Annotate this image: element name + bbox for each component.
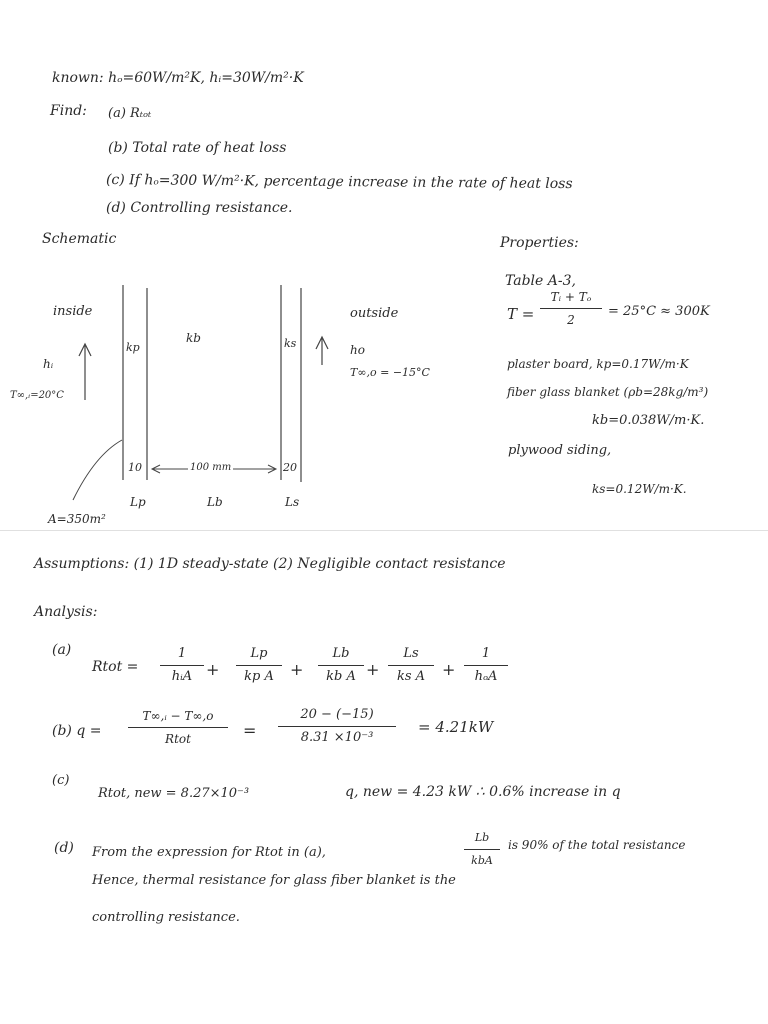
label-area: A=350m² — [48, 512, 106, 526]
rtot-term-4: Ls ks A — [388, 645, 434, 686]
plus-4: + — [442, 660, 456, 679]
t-fraction-numerator: Tᵢ + Tₒ — [550, 290, 592, 304]
assumptions: Assumptions: (1) 1D steady-state (2) Negligible contact resistance — [34, 556, 506, 572]
analysis-c-label: (c) — [52, 773, 70, 788]
properties-fiber: fiber glass blanket (ρb=28kg/m³) — [507, 385, 709, 399]
t-fraction-denominator: 2 — [567, 313, 575, 327]
label-lp: Lp — [130, 495, 146, 509]
q-new: q, new = 4.23 kW ∴ 0.6% increase in q — [345, 784, 621, 800]
properties-t-fraction — [540, 288, 602, 329]
properties-tbar: T = — [507, 305, 535, 323]
q-equals-1: = — [243, 721, 257, 740]
rtot-term-2: Lp kp A — [236, 645, 282, 686]
label-inside: inside — [53, 304, 93, 319]
analysis-d-label: (d) — [54, 840, 74, 856]
rtot-term-5: 1 hₒA — [464, 645, 508, 686]
dim-siding: 20 — [283, 461, 297, 474]
label-hi: hᵢ — [43, 357, 54, 371]
analysis-a-label: (a) — [52, 642, 72, 658]
find-item-c: (c) If hₒ=300 W/m²·K, percentage increase in the rate of heat loss — [105, 172, 573, 193]
d-line-2: Hence, thermal resistance for glass fiber blanket is the — [92, 873, 456, 888]
q-result: = 4.21kW — [418, 718, 494, 736]
properties-ks: ks=0.12W/m·K. — [592, 482, 687, 496]
schematic-title: Schematic — [42, 231, 117, 247]
dim-blanket: 100 mm — [190, 462, 232, 473]
properties-kb: kb=0.038W/m·K. — [592, 413, 705, 428]
find-item-b: (b) Total rate of heat loss — [108, 140, 287, 156]
q-fraction-symbolic: T∞,ᵢ − T∞,o Rtot — [128, 707, 228, 748]
q-fraction-numeric: 20 − (−15) 8.31 ×10⁻³ — [278, 706, 396, 747]
analysis-title: Analysis: — [34, 604, 98, 620]
label-kb: kb — [186, 331, 201, 345]
find-label: Find: — [50, 103, 87, 119]
plus-3: + — [366, 660, 380, 679]
known-line: known: hₒ=60W/m²K, hᵢ=30W/m²·K — [52, 70, 304, 86]
section-divider — [0, 530, 768, 531]
rtot-term-3: Lb kb A — [318, 645, 364, 686]
d-line-3: controlling resistance. — [92, 910, 240, 925]
rtot-new: Rtot, new = 8.27×10⁻³ — [98, 786, 250, 801]
properties-tval: = 25°C ≈ 300K — [608, 304, 710, 319]
properties-title: Properties: — [500, 235, 579, 251]
label-lb: Lb — [207, 495, 223, 509]
label-t-inf-outside: T∞,o = −15°C — [350, 366, 430, 379]
label-ho: ho — [350, 343, 365, 357]
label-outside: outside — [350, 306, 399, 321]
rtot-term-1: 1 hᵢA — [160, 645, 204, 686]
find-item-d: (d) Controlling resistance. — [106, 200, 293, 216]
d-line-1a: From the expression for Rtot in (a), — [92, 845, 326, 860]
plus-1: + — [206, 660, 220, 679]
properties-plywood: plywood siding, — [508, 443, 612, 458]
d-line-1b: is 90% of the total resistance — [508, 838, 686, 852]
label-t-inf-inside: T∞,ᵢ=20°C — [10, 390, 64, 401]
rtot-label: Rtot = — [92, 659, 139, 675]
d-fraction: Lb kbA — [464, 829, 500, 870]
properties-plaster: plaster board, kp=0.17W/m·K — [507, 357, 689, 371]
label-ls: Ls — [285, 495, 300, 509]
plus-2: + — [290, 660, 304, 679]
properties-table: Table A-3, — [505, 273, 576, 289]
analysis-b-label: (b) q = — [52, 723, 102, 739]
find-item-a: (a) Rₜₒₜ — [108, 106, 152, 121]
label-ks: ks — [284, 337, 297, 350]
dim-plaster: 10 — [128, 461, 142, 474]
label-kp: kp — [126, 341, 140, 354]
